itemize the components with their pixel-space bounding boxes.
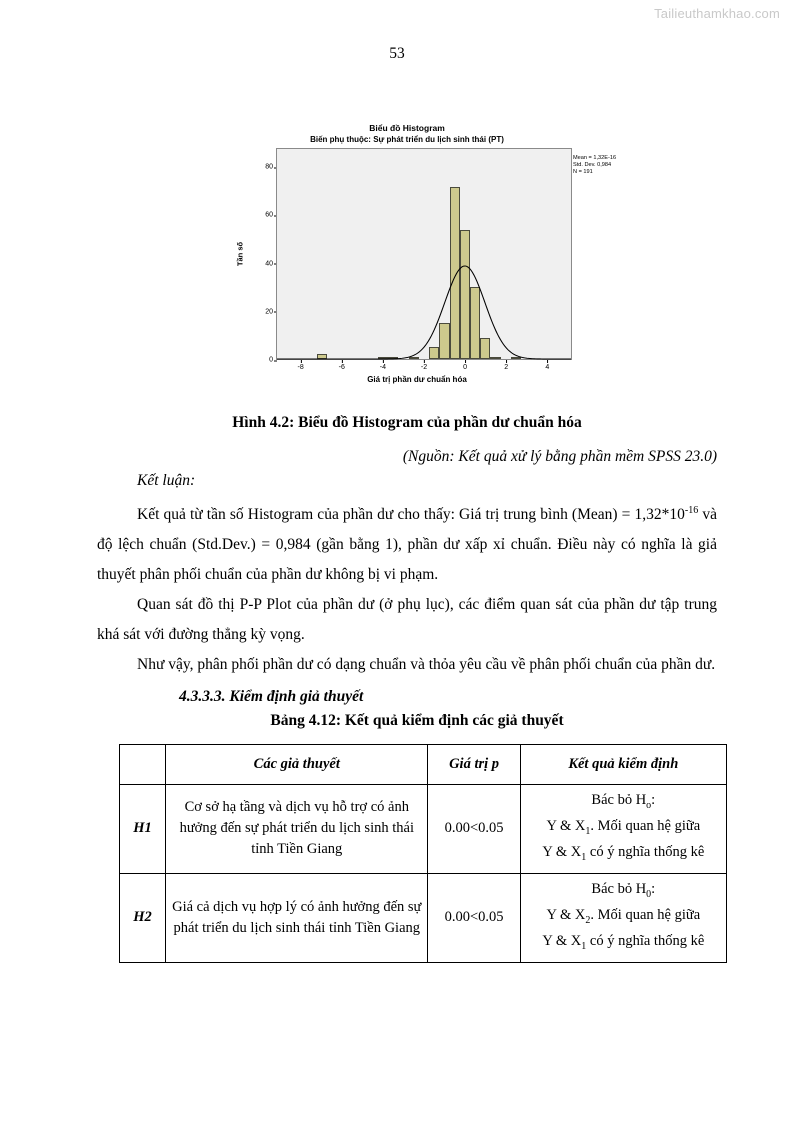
paragraph-3: Như vậy, phân phối phần dư có dạng chuẩn và thỏa yêu cầu về phân phối chuẩn của phần dư. xyxy=(137,656,716,674)
chart-subtitle: Biến phụ thuộc: Sự phát triển du lịch sinh thái (PT) xyxy=(310,135,504,144)
y-tick-label: 0 xyxy=(269,356,273,364)
table-body xyxy=(120,785,727,962)
y-axis-label: Tần số xyxy=(235,241,245,267)
hypothesis-results-table xyxy=(119,744,727,962)
histogram-figure xyxy=(97,122,717,384)
x-tick-label: -4 xyxy=(379,364,386,371)
x-axis-label: Giá trị phần dư chuẩn hóa xyxy=(367,375,467,384)
result-subscript: 1 xyxy=(581,940,587,952)
y-axis-ticks xyxy=(256,148,276,364)
section-heading: 4.3.3.3. Kiểm định giả thuyết xyxy=(179,688,364,706)
cell-hypothesis-id: H2 xyxy=(120,873,166,962)
cell-p-value: 0.00<0.05 xyxy=(428,873,520,962)
header-p-value: Giá trị p xyxy=(428,745,520,785)
result-subscript: o xyxy=(646,800,652,812)
stat-mean: Mean = 1,32E-16 xyxy=(573,155,617,161)
x-tick-label: 0 xyxy=(463,364,468,371)
plot-row xyxy=(235,148,617,364)
result-line: Bác bỏ $H_0$: xyxy=(591,880,656,900)
y-axis-label-wrap xyxy=(235,148,256,360)
result-line: Y & $X_1$ có ý nghĩa thống kê xyxy=(542,843,705,863)
x-axis-row xyxy=(242,360,572,374)
x-tick-label: -8 xyxy=(297,364,304,371)
x-axis-ticks xyxy=(276,360,572,374)
cell-p-value: 0.00<0.05 xyxy=(428,785,520,874)
x-tick-label: 2 xyxy=(504,364,509,371)
paragraph-1 xyxy=(97,496,717,590)
cell-hypothesis-text: Giá cả dịch vụ hợp lý có ảnh hưởng đến sự phát triển du lịch sinh thái tỉnh Tiền Giang xyxy=(166,873,428,962)
stat-n: N = 191 xyxy=(573,169,593,175)
cell-test-result xyxy=(520,785,726,874)
paragraph-1-pre: Kết quả từ tần số Histogram của phần dư cho thấy: Giá trị trung bình (Mean) = 1,32*10 xyxy=(137,506,685,524)
result-subscript: 1 xyxy=(581,851,587,863)
header-hypothesis: Các giả thuyết xyxy=(166,745,428,785)
site-watermark: Tailieuthamkhao.com xyxy=(654,6,780,21)
x-tick-label: -6 xyxy=(338,364,345,371)
table-row xyxy=(120,873,727,962)
paragraph-2: Quan sát đồ thị P-P Plot của phần dư (ở phụ lục), các điểm quan sát của phần dư tập trung khá sát với đường thẳng kỳ vọng. xyxy=(97,596,717,644)
paragraph-1-post: và độ lệch chuẩn (Std.Dev.) = 0,984 (gần bằng 1), phần dư xấp xỉ chuẩn. Điều này có nghĩa là giả thuyết phân phối chuẩn của phần dư không bị vi phạm. xyxy=(97,506,717,584)
header-result: Kết quả kiểm định xyxy=(520,745,726,785)
x-tick-label: 4 xyxy=(545,364,550,371)
result-line: Y & $X_2$. Mối quan hệ giữa xyxy=(546,906,701,926)
statistics-box xyxy=(573,155,629,176)
stat-std-dev: Std. Dev. 0,984 xyxy=(573,162,612,168)
result-line: Y & $X_1$ có ý nghĩa thống kê xyxy=(542,932,705,952)
table-caption: Bảng 4.12: Kết quả kiểm định các giả thuyết xyxy=(270,712,564,730)
plot-area xyxy=(276,148,617,360)
result-line: Bác bỏ $H_o$: xyxy=(591,792,656,812)
result-subscript: 2 xyxy=(585,914,591,926)
result-subscript: 1 xyxy=(585,825,591,837)
y-tick-label: 20 xyxy=(265,308,273,316)
document-content xyxy=(97,110,717,963)
result-subscript: 0 xyxy=(646,888,652,900)
spss-chart xyxy=(235,122,617,384)
figure-caption: Hình 4.2: Biểu đồ Histogram của phần dư chuẩn hóa xyxy=(232,414,582,431)
table-row xyxy=(120,785,727,874)
paragraph-1-exponent: -16 xyxy=(684,505,699,516)
y-tick-label: 60 xyxy=(265,211,273,219)
page-number: 53 xyxy=(389,45,405,62)
chart-title: Biểu đồ Histogram xyxy=(369,123,445,133)
table-header-row xyxy=(120,745,727,785)
y-tick-label: 80 xyxy=(265,163,273,171)
cell-hypothesis-text: Cơ sở hạ tầng và dịch vụ hỗ trợ có ảnh hưởng đến sự phát triển du lịch sinh thái tỉnh Tiền Giang xyxy=(166,785,428,874)
x-tick-label: -2 xyxy=(420,364,428,371)
y-tick-label: 40 xyxy=(265,260,273,268)
result-line: Y & $X_1$. Mối quan hệ giữa xyxy=(546,818,701,837)
cell-hypothesis-id: H1 xyxy=(120,785,166,874)
header-id xyxy=(120,745,166,785)
conclusion-label: Kết luận: xyxy=(137,472,196,489)
figure-source: (Nguồn: Kết quả xử lý bằng phần mềm SPSS 23.0) xyxy=(402,448,717,465)
cell-test-result xyxy=(520,873,726,962)
normal-curve xyxy=(277,149,571,359)
